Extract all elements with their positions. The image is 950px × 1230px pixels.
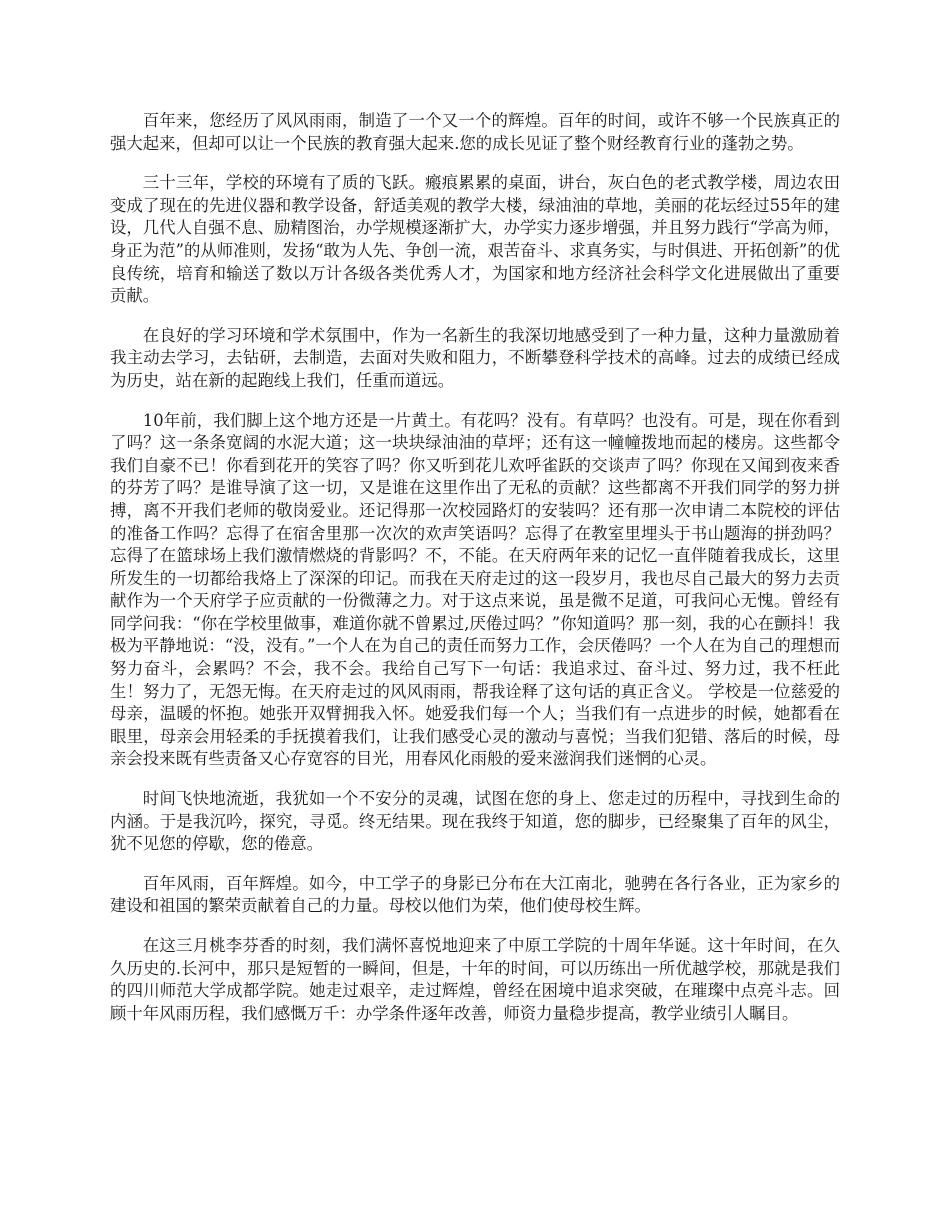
paragraph-5: 时间飞快地流逝，我犹如一个不安分的灵魂，试图在您的身上、您走过的历程中，寻找到生命的内涵。于是我沉吟，探究，寻觅。终无结果。现在我终于知道，您的脚步，已经聚集了百年的风尘，犹不见您的停歇，您的倦意。 [110,789,840,854]
paragraph-2: 三十三年，学校的环境有了质的飞跃。瘢痕累累的桌面，讲台，灰白色的老式教学楼，周边农田变成了现在的先进仪器和教学设备，舒适美观的教学大楼，绿油油的草地，美丽的花坛经过55年的建设，几代人自强不息、励精图治，办学规模逐渐扩大，办学实力逐步增强，并且努力践行“学高为师，身正为范”的从师准则，发扬“敢为人先、争创一流，艰苦奋斗、求真务实，与时俱进、开拓创新”的优良传统，培育和输送了数以万计各级各类优秀人才，为国家和地方经济社会科学文化进展做出了重要贡献。 [110,173,840,306]
paragraph-3: 在良好的学习环境和学术氛围中，作为一名新生的我深切地感受到了一种力量，这种力量激励着我主动去学习，去钻研，去制造，去面对失败和阻力，不断攀登科学技术的高峰。过去的成绩已经成为历史，站在新的起跑线上我们，任重而道远。 [110,325,840,390]
paragraph-1: 百年来，您经历了风风雨雨，制造了一个又一个的辉煌。百年的时间，或许不够一个民族真正的强大起来，但却可以让一个民族的教育强大起来.您的成长见证了整个财经教育行业的蓬勃之势。 [110,111,840,153]
paragraph-7: 在这三月桃李芬香的时刻，我们满怀喜悦地迎来了中原工学院的十周年华诞。这十年时间，在久久历史的.长河中，那只是短暂的一瞬间，但是，十年的时间，可以历练出一所优越学校，那就是我们的四川师范大学成都学院。她走过艰辛，走过辉煌，曾经在困境中追求突破，在璀璨中点亮斗志。回顾十年风雨历程，我们感慨万千：办学条件逐年改善，师资力量稳步提高，教学业绩引人瞩目。 [110,936,840,1023]
document-body [110,110,840,1042]
paragraph-4: 10年前，我们脚上这个地方还是一片黄土。有花吗？没有。有草吗？也没有。可是，现在你看到了吗？这一条条宽阔的水泥大道；这一块块绿油油的草坪；还有这一幢幢拨地而起的楼房。这些都令我们自豪不已！你看到花开的笑容了吗？你又听到花儿欢呼雀跃的交谈声了吗？你现在又闻到夜来香的芬芳了吗？是谁导演了这一切，又是谁在这里作出了无私的贡献？这些都离不开我们同学的努力拼搏，离不开我们老师的敬岗爱业。还记得那一次校园路灯的安装吗？还有那一次申请二本院校的评估的准备工作吗？忘得了在宿舍里那一次次的欢声笑语吗？忘得了在教室里埋头于书山题海的拼劲吗？忘得了在篮球场上我们激情燃烧的背影吗？不，不能。在天府两年来的记忆一直伴随着我成长，这里所发生的一切都给我烙上了深深的印记。而我在天府走过的这一段岁月，我也尽自己最大的努力去贡献作为一个天府学子应贡献的一份微薄之力。对于这点来说，虽是微不足道，可我问心无愧。曾经有同学问我：“你在学校里做事，难道你就不曾累过,厌倦过吗？”你知道吗？那一刻，我的心在颤抖！我极为平静地说：“没，没有。”一个人在为自己的责任而努力工作，会厌倦吗？一个人在为自己的理想而努力奋斗，会累吗？不会，我不会。我给自己写下一句话：我追求过、奋斗过、努力过，我不枉此生！努力了，无怨无悔。在天府走过的风风雨雨，帮我诠释了这句话的真正含义。 学校是一位慈爱的母亲，温暖的怀抱。她张开双臂拥我入怀。她爱我们每一个人；当我们有一点进步的时候，她都看在眼里，母亲会用轻柔的手抚摸着我们，让我们感受心灵的激动与喜悦；当我们犯错、落后的时候，母亲会投来既有些责备又心存宽容的目光，用春风化雨般的爱来滋润我们迷惘的心灵。 [110,410,840,769]
paragraph-6: 百年风雨，百年辉煌。如今，中工学子的身影已分布在大江南北，驰骋在各行各业，正为家乡的建设和祖国的繁荣贡献着自己的力量。母校以他们为荣，他们使母校生辉。 [110,873,840,916]
